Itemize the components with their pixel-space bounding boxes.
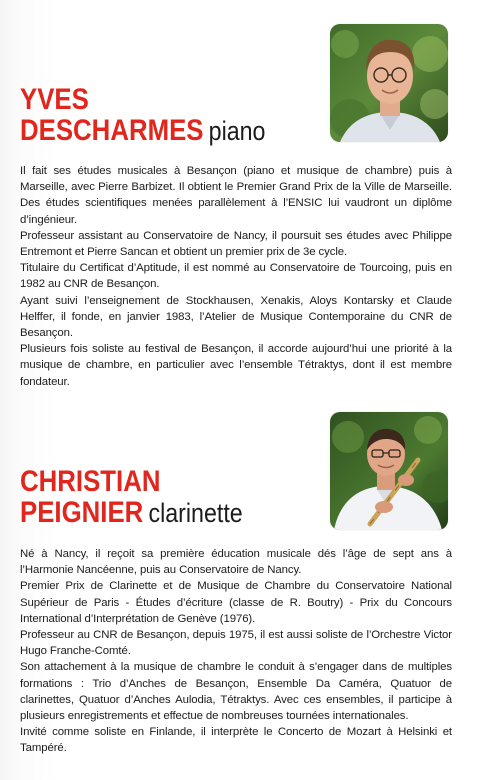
instrument-label: clarinette <box>148 498 243 528</box>
peignier-name-heading <box>20 466 279 529</box>
last-name: PEIGNIER <box>20 496 144 529</box>
bio-paragraph: Professeur assistant au Conservatoire de Nancy, il poursuit ses études avec Philippe Entremont et Pierre Sancan et obtient un premier prix de 3e cycle. <box>20 229 452 259</box>
bio-paragraph: Invité comme soliste en Finlande, il interprète le Concerto de Mozart à Helsinki et Tampéré. <box>20 726 452 755</box>
first-name: CHRISTIAN <box>20 465 161 498</box>
first-name: YVES <box>20 83 89 116</box>
last-name-with-instrument <box>20 497 243 529</box>
bio-paragraph: Né à Nancy, il reçoit sa première éducation musicale dés l’âge de sept ans à l’Harmonie Nancéenne, puis au Conservatoire de Nancy. <box>20 548 452 577</box>
bio-paragraph: Il fait ses études musicales à Besançon (piano et musique de chambre) puis à Marseille, avec Pierre Barbizet. Il obtient le Premier Grand Prix de la Ville de Marseille. Des études scientifiques menées parallèlement à l’ENSIC lui vaudront un diplôme d’ingénieur. <box>20 165 452 226</box>
portrait-image <box>330 412 448 530</box>
peignier-portrait-photo <box>330 412 448 530</box>
bio-paragraph: Ayant suivi l’enseignement de Stockhausen, Xenakis, Aloys Kontarsky et Claude Helffer, il fonde, en janvier 1983, l’Atelier de Musique Contemporaine du CNR de Besançon. <box>20 294 452 340</box>
descharmes-biography <box>20 163 452 390</box>
descharmes-name-heading <box>20 84 305 147</box>
artist-section-peignier <box>0 400 480 780</box>
bio-paragraph: Professeur au CNR de Besançon, depuis 1975, il est aussi soliste de l’Orchestre Victor Hugo Franche-Comté. <box>20 629 452 658</box>
last-name-with-instrument <box>20 115 265 147</box>
bio-paragraph: Plusieurs fois soliste au festival de Besançon, il accorde aujourd’hui une priorité à la musique de chambre, en particulier avec l’ensemble Tétraktys, dont il est membre fondateur. <box>20 343 452 388</box>
descharmes-portrait-photo <box>330 24 448 142</box>
bio-paragraph: Premier Prix de Clarinette et de Musique de Chambre du Conservatoire National Supérieur de Paris - Études d’écriture (classe de R. Boutry) - Prix du Concours International d’Interprétation de Genève (1976). <box>20 580 452 625</box>
bio-paragraph: Titulaire du Certificat d’Aptitude, il est nommé au Conservatoire de Tourcoing, puis en 1982 au CNR de Besançon. <box>20 262 452 291</box>
last-name: DESCHARMES <box>20 114 204 147</box>
instrument-label: piano <box>208 116 266 146</box>
portrait-image <box>330 24 448 142</box>
bio-paragraph: Son attachement à la musique de chambre le conduit à s’engager dans de multiples formations : Trio d’Anches de Besançon, Ensemble Da Caméra, Quatuor de clarinettes, Quatuor d’Anches Aulodia, Tétraktys. Avec ces ensembles, il participe à plusieurs enregistrements et effectue de nombreuses tournées internationales. <box>20 661 452 723</box>
peignier-biography <box>20 546 452 757</box>
